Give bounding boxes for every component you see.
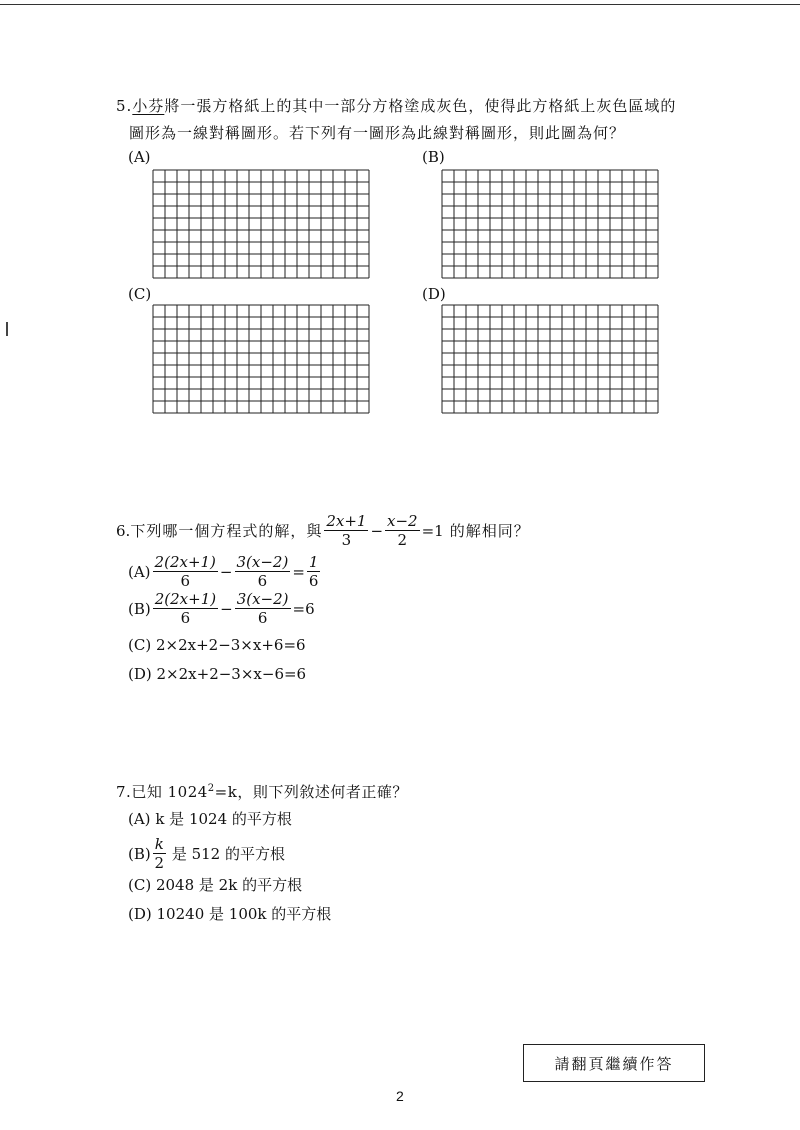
- q6-a-frac3: [307, 553, 321, 590]
- shaded-cell: [201, 218, 213, 230]
- grid-svg: [441, 169, 659, 279]
- shaded-cell: [237, 218, 249, 230]
- q5-line1-text: 將一張方格紙上的其中一部分方格塗成灰色，使得此方格紙上灰色區域的: [164, 97, 677, 115]
- q6-b-frac2: [235, 590, 291, 627]
- shaded-cell: [478, 329, 490, 341]
- q6-b-n2: 3(x−2): [236, 590, 289, 608]
- q6-a-rn: 1: [308, 553, 319, 571]
- shaded-cell: [490, 341, 502, 353]
- shaded-cell: [249, 329, 261, 341]
- shaded-cell: [550, 242, 562, 254]
- margin-mark: [6, 322, 8, 336]
- shaded-cell: [309, 329, 321, 341]
- q6-option-b: [128, 590, 315, 627]
- q5-option-b-label: (B): [422, 148, 445, 166]
- shaded-cell: [646, 194, 658, 206]
- grid-svg: [152, 304, 370, 414]
- q6-fraction-2: [385, 512, 420, 549]
- q6-rhs: =1: [421, 521, 444, 540]
- shaded-cell: [466, 194, 478, 206]
- shaded-cell: [213, 353, 225, 365]
- q6-suffix: 的解相同？: [449, 522, 530, 540]
- shaded-cell: [550, 353, 562, 365]
- q6-a-n2: 3(x−2): [236, 553, 289, 571]
- q7-b-num: k: [154, 835, 164, 853]
- q6-a-frac2: [235, 553, 291, 590]
- q7-option-d: [128, 903, 331, 924]
- q6-frac2-num: x−2: [387, 512, 418, 530]
- q7-b-label: (B): [128, 844, 151, 863]
- q7-prefix: 已知: [131, 783, 163, 801]
- q7-option-a: [128, 808, 292, 829]
- q6-b-rhs: =6: [292, 599, 315, 618]
- shaded-cell: [490, 218, 502, 230]
- page-number: 2: [396, 1088, 404, 1104]
- grid-svg: [441, 304, 659, 414]
- q5-option-a-label: (A): [128, 148, 151, 166]
- shaded-cell: [249, 389, 261, 401]
- q6-a-label: (A): [128, 562, 151, 581]
- shaded-cell: [249, 341, 261, 353]
- shaded-cell: [225, 365, 237, 377]
- q6-option-a: [128, 553, 322, 590]
- shaded-cell: [478, 206, 490, 218]
- q6-b-op: −: [220, 599, 233, 618]
- shaded-cell: [273, 365, 285, 377]
- q6-b-label: (B): [128, 599, 151, 618]
- shaded-cell: [502, 230, 514, 242]
- shaded-cell: [189, 317, 201, 329]
- q6-a-frac1: [153, 553, 218, 590]
- q6-stem: [116, 512, 530, 549]
- shaded-cell: [538, 377, 550, 389]
- shaded-cell: [514, 365, 526, 377]
- shaded-cell: [598, 341, 610, 353]
- shaded-cell: [189, 329, 201, 341]
- shaded-cell: [297, 218, 309, 230]
- turn-page-box: 請翻頁繼續作答: [523, 1044, 705, 1082]
- q7-option-c: [128, 874, 302, 895]
- shaded-cell: [454, 182, 466, 194]
- q6-fraction-1: [324, 512, 368, 549]
- q5-grid-d: [441, 304, 665, 412]
- shaded-cell: [261, 377, 273, 389]
- shaded-cell: [502, 353, 514, 365]
- q6-frac2-den: 2: [397, 531, 408, 549]
- shaded-cell: [550, 389, 562, 401]
- shaded-cell: [309, 230, 321, 242]
- shaded-cell: [622, 206, 634, 218]
- shaded-cell: [201, 341, 213, 353]
- q7-b-fraction: [153, 835, 166, 872]
- shaded-cell: [526, 242, 538, 254]
- shaded-cell: [454, 194, 466, 206]
- shaded-cell: [189, 206, 201, 218]
- q6-frac1-den: 3: [341, 531, 352, 549]
- shaded-cell: [249, 377, 261, 389]
- q7-number: 7.: [116, 783, 132, 801]
- q6-d-label: (D): [128, 665, 152, 683]
- shaded-cell: [309, 317, 321, 329]
- shaded-cell: [177, 194, 189, 206]
- q7-exponent: 2: [207, 783, 215, 794]
- q6-d-text: 2×2x+2−3×x−6=6: [156, 665, 307, 683]
- q5-number: 5.: [116, 97, 133, 115]
- shaded-cell: [610, 329, 622, 341]
- q5-grid-c: [152, 304, 376, 412]
- shaded-cell: [574, 365, 586, 377]
- q7-b-den: 2: [154, 854, 165, 872]
- q5-option-c-label: (C): [128, 285, 152, 303]
- q6-minus: −: [370, 521, 384, 540]
- shaded-cell: [273, 194, 285, 206]
- grid-svg: [152, 169, 370, 279]
- q6-c-label: (C): [128, 636, 152, 654]
- shaded-cell: [598, 230, 610, 242]
- q7-a-text: k 是 1024 的平方根: [155, 810, 292, 828]
- q7-d-text: 10240 是 100k 的平方根: [156, 905, 332, 923]
- q7-stem: [116, 781, 408, 802]
- q6-a-n1: 2(2x+1): [154, 553, 216, 571]
- q6-a-eq: =: [292, 562, 305, 581]
- q5-line2: 圖形為一線對稱圖形。若下列有一圖形為此線對稱圖形，則此圖為何？: [129, 124, 626, 142]
- shaded-cell: [586, 353, 598, 365]
- q7-rest: =k，則下列敘述何者正確？: [214, 783, 408, 801]
- shaded-cell: [622, 317, 634, 329]
- q7-a-label: (A): [128, 810, 151, 828]
- shaded-cell: [550, 377, 562, 389]
- q6-a-op: −: [219, 562, 233, 581]
- q6-option-c: [128, 636, 306, 654]
- q6-prefix: 下列哪一個方程式的解，與: [130, 522, 323, 540]
- q7-c-label: (C): [128, 876, 152, 894]
- q6-b-d1: 6: [180, 609, 191, 627]
- shaded-cell: [261, 242, 273, 254]
- q6-b-frac1: [153, 590, 218, 627]
- shaded-cell: [466, 317, 478, 329]
- top-border-line: [0, 4, 800, 5]
- shaded-cell: [285, 206, 297, 218]
- q7-option-b: [128, 835, 285, 872]
- q6-number: 6.: [116, 521, 131, 540]
- shaded-cell: [550, 341, 562, 353]
- shaded-cell: [610, 218, 622, 230]
- shaded-cell: [538, 242, 550, 254]
- shaded-cell: [249, 242, 261, 254]
- shaded-cell: [213, 230, 225, 242]
- shaded-cell: [646, 182, 658, 194]
- q7-d-label: (D): [128, 905, 152, 923]
- q6-a-rd: 6: [308, 572, 319, 590]
- shaded-cell: [177, 182, 189, 194]
- shaded-cell: [297, 341, 309, 353]
- shaded-cell: [237, 242, 249, 254]
- q5-name: 小芬: [132, 97, 165, 115]
- shaded-cell: [321, 242, 333, 254]
- q5-line1: [116, 95, 676, 116]
- q6-c-text: 2×2x+2−3×x+6=6: [155, 636, 306, 654]
- shaded-cell: [285, 353, 297, 365]
- q7-c-text: 2048 是 2k 的平方根: [155, 876, 303, 894]
- q6-frac1-num: 2x+1: [326, 512, 367, 530]
- q7-b-text: 是 512 的平方根: [171, 845, 285, 863]
- q6-b-n1: 2(2x+1): [154, 590, 217, 608]
- q5-grid-a: [152, 169, 376, 277]
- q6-option-d: [128, 665, 306, 683]
- shaded-cell: [237, 206, 249, 218]
- shaded-cell: [634, 194, 646, 206]
- q6-b-d2: 6: [257, 609, 268, 627]
- q6-a-d1: 6: [180, 572, 190, 590]
- q5-grid-b: [441, 169, 665, 277]
- q6-a-d2: 6: [257, 572, 268, 590]
- q5-option-d-label: (D): [422, 285, 446, 303]
- q7-base: 1024: [167, 783, 208, 801]
